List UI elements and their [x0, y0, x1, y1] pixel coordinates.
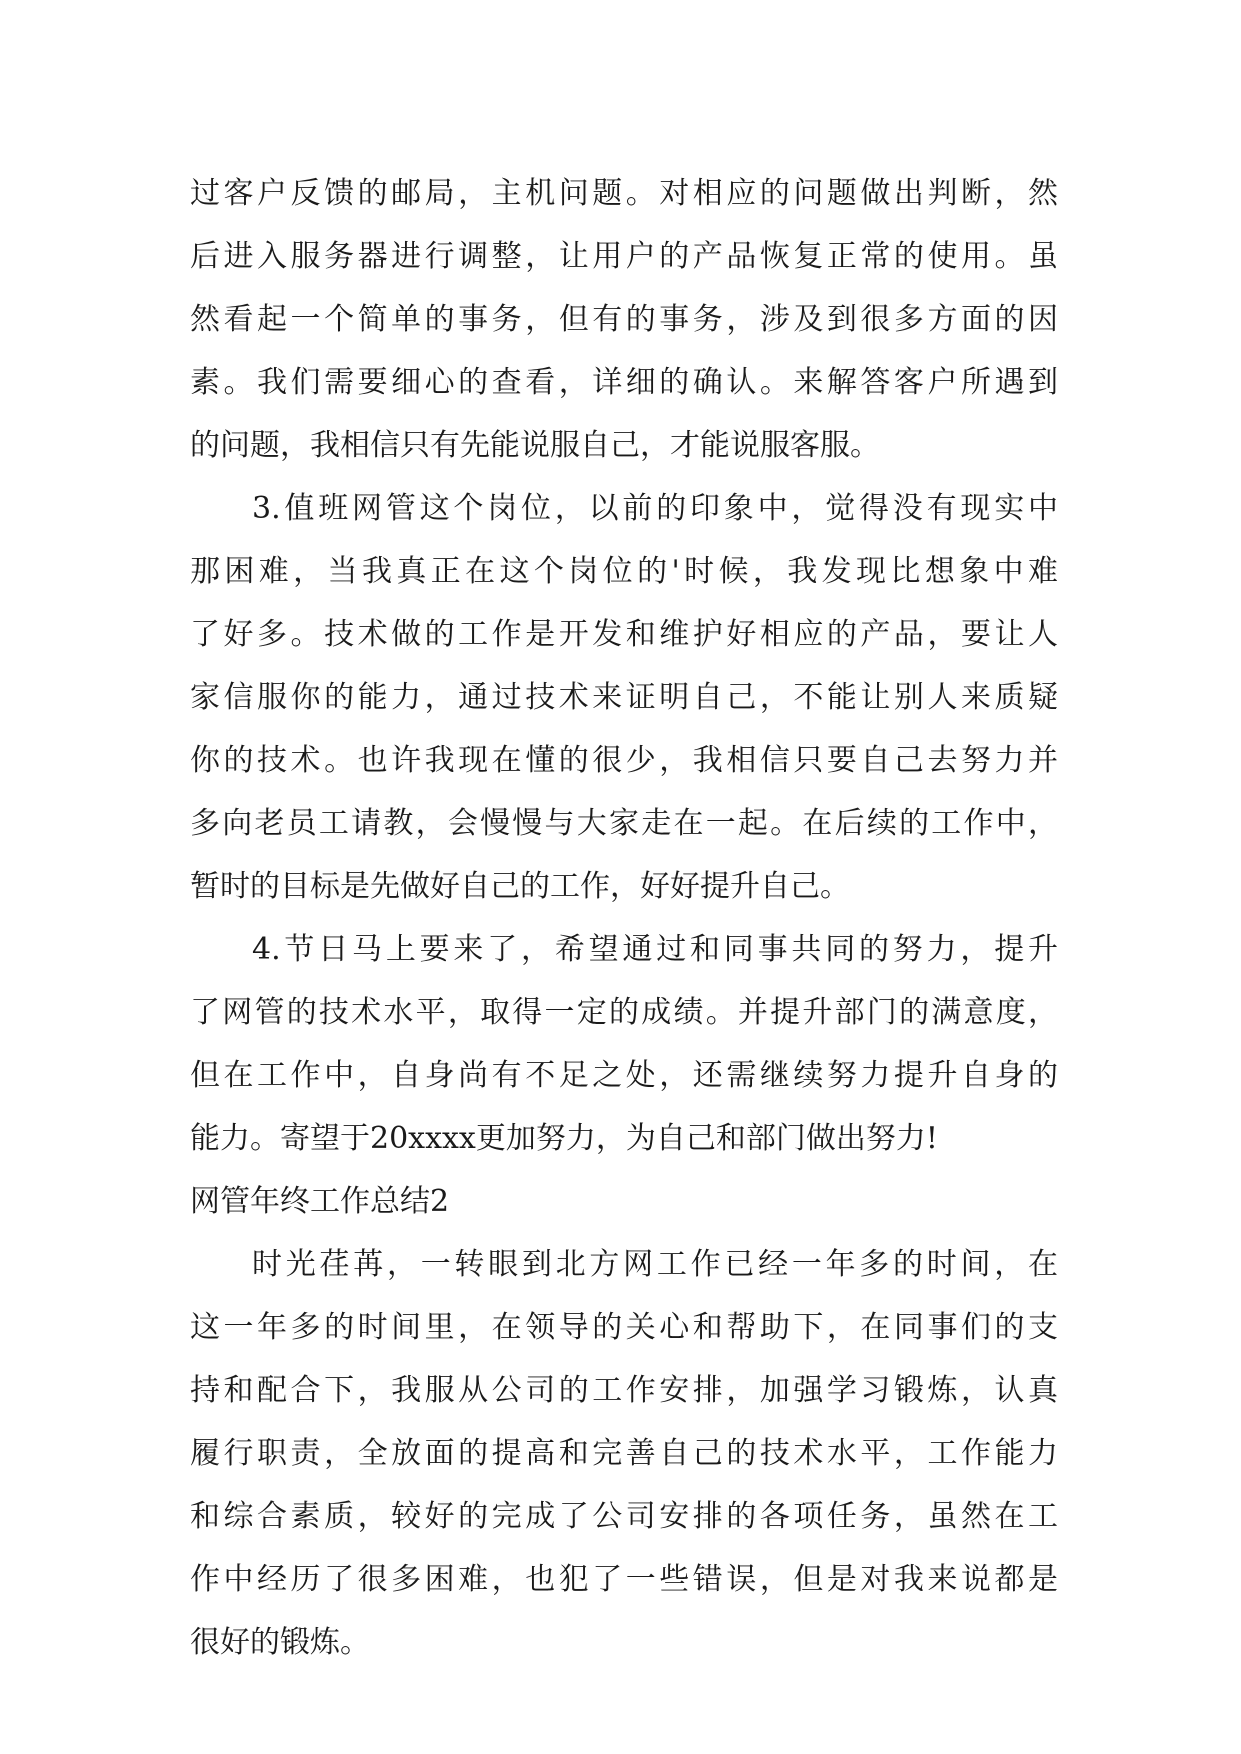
paragraph-3	[190, 918, 1058, 1170]
text-line: 3.值班网管这个岗位，以前的印象中，觉得没有现实中	[252, 491, 1058, 526]
text-line: 的问题，我相信只有先能说服自己，才能说服客服。	[190, 428, 880, 463]
text-line: 了网管的技术水平，取得一定的成绩。并提升部门的满意度，	[190, 995, 1058, 1030]
text-line: 4.节日马上要来了，希望通过和同事共同的努力，提升	[252, 932, 1058, 967]
text-line: 多向老员工请教，会慢慢与大家走在一起。在后续的工作中，	[190, 806, 1058, 841]
text-line: 你的技术。也许我现在懂的很少，我相信只要自己去努力并	[190, 743, 1058, 778]
text-line: 作中经历了很多困难，也犯了一些错误，但是对我来说都是	[190, 1562, 1058, 1597]
text-line: 暂时的目标是先做好自己的工作，好好提升自己。	[190, 869, 850, 904]
text-line: 能力。寄望于20xxxx更加努力，为自己和部门做出努力!	[190, 1121, 938, 1156]
text-line: 了好多。技术做的工作是开发和维护好相应的产品，要让人	[190, 617, 1058, 652]
text-line: 和综合素质，较好的完成了公司安排的各项任务，虽然在工	[190, 1499, 1058, 1534]
paragraph-4	[190, 1233, 1058, 1674]
text-line: 过客户反馈的邮局，主机问题。对相应的问题做出判断，然	[190, 176, 1058, 211]
section-heading: 网管年终工作总结2	[190, 1184, 450, 1219]
text-line: 素。我们需要细心的查看，详细的确认。来解答客户所遇到	[190, 365, 1058, 400]
text-line: 那困难，当我真正在这个岗位的'时候，我发现比想象中难	[190, 554, 1058, 589]
text-line: 很好的锻炼。	[190, 1625, 370, 1660]
text-line: 时光荏苒，一转眼到北方网工作已经一年多的时间，在	[252, 1247, 1058, 1282]
document-body	[190, 162, 1058, 1674]
text-line: 后进入服务器进行调整，让用户的产品恢复正常的使用。虽	[190, 239, 1058, 274]
paragraph-1	[190, 162, 1058, 477]
text-line: 但在工作中，自身尚有不足之处，还需继续努力提升自身的	[190, 1058, 1058, 1093]
text-line: 家信服你的能力，通过技术来证明自己，不能让别人来质疑	[190, 680, 1058, 715]
text-line: 持和配合下，我服从公司的工作安排，加强学习锻炼，认真	[190, 1373, 1058, 1408]
text-line: 这一年多的时间里，在领导的关心和帮助下，在同事们的支	[190, 1310, 1058, 1345]
paragraph-2	[190, 477, 1058, 918]
text-line: 履行职责，全放面的提高和完善自己的技术水平，工作能力	[190, 1436, 1058, 1471]
text-line: 然看起一个简单的事务，但有的事务，涉及到很多方面的因	[190, 302, 1058, 337]
